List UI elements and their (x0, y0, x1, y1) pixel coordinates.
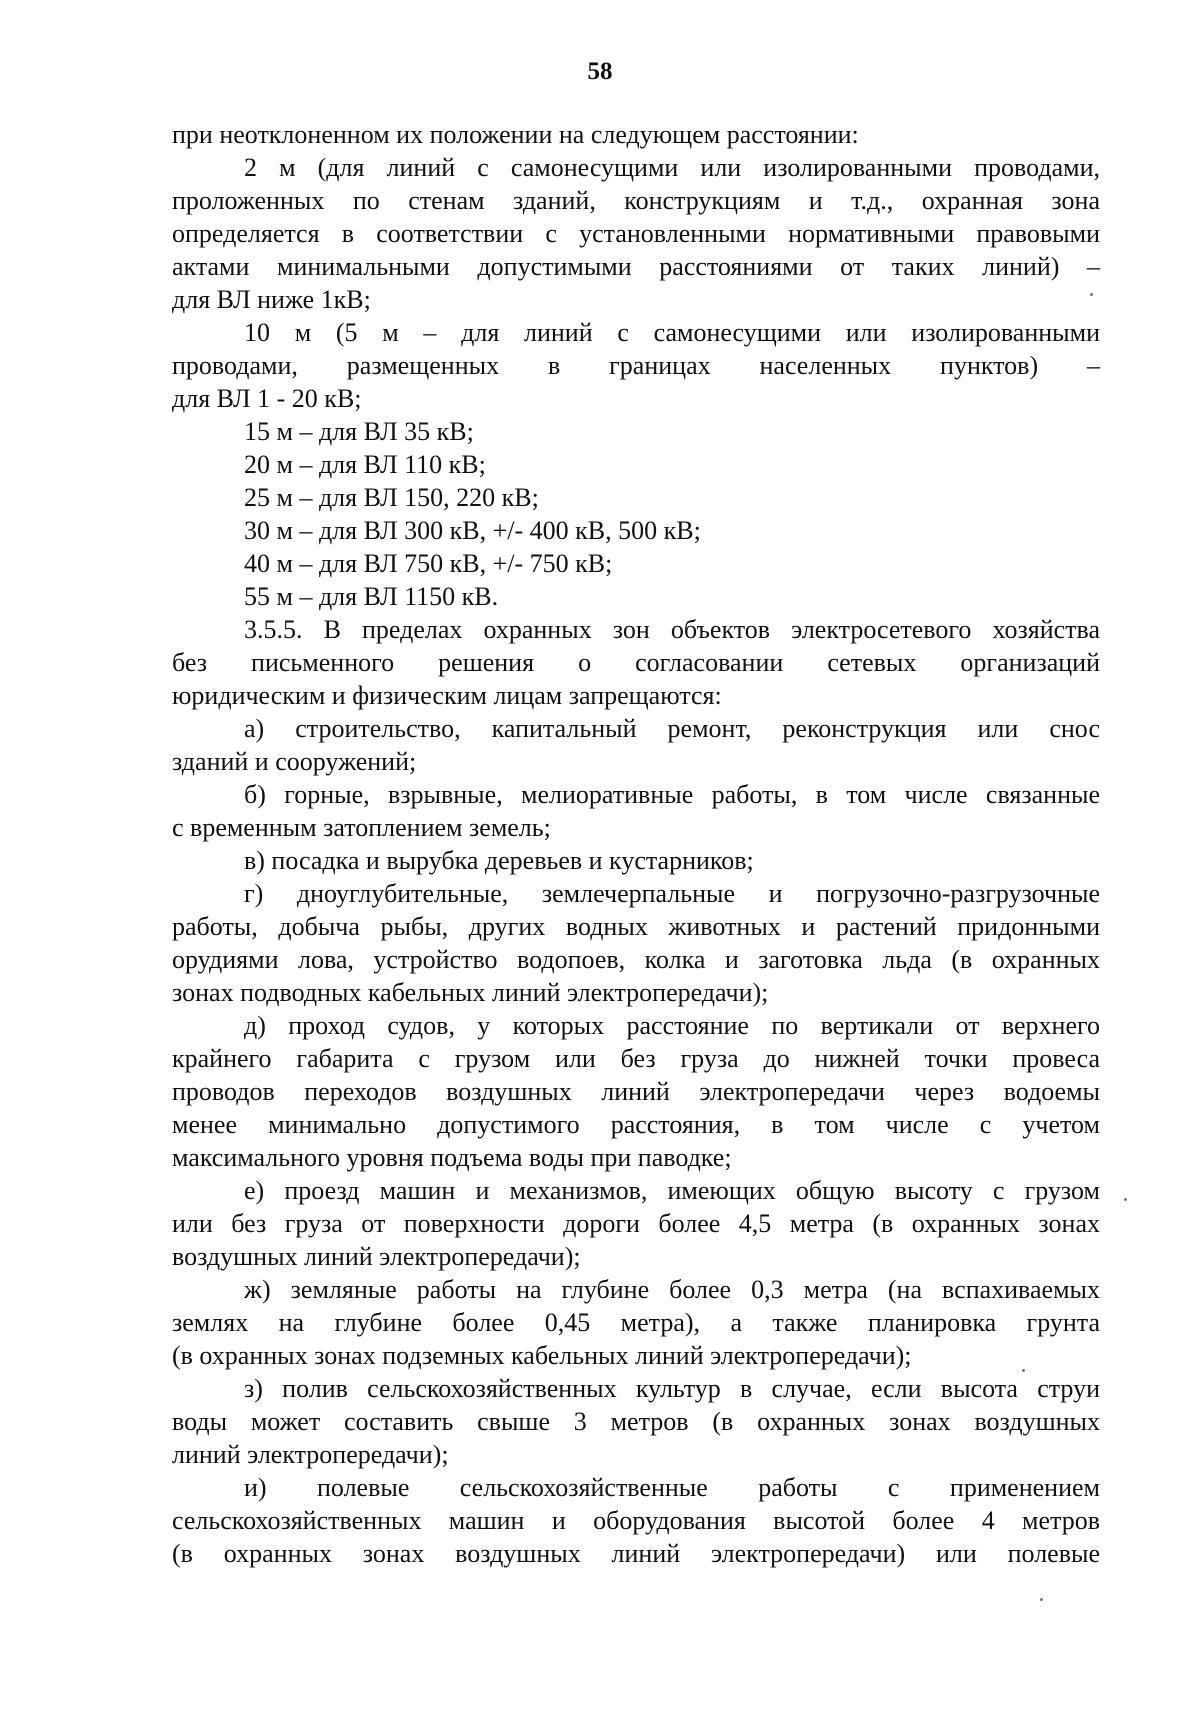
text-line: сельскохозяйственных машин и оборудования высотой более 4 метров (172, 1506, 1100, 1535)
text-line: е) проезд машин и механизмов, имеющих общую высоту с грузом (244, 1176, 1100, 1205)
text-line: для ВЛ ниже 1кВ; (172, 285, 371, 314)
text-line: актами минимальными допустимыми расстояниями от таких линий) – (172, 252, 1100, 281)
text-line: проложенных по стенам зданий, конструкциям и т.д., охранная зона (172, 186, 1100, 215)
text-line: г) дноуглубительные, землечерпальные и погрузочно-разгрузочные (244, 879, 1100, 908)
text-line: менее минимально допустимого расстояния, в том числе с учетом (172, 1110, 1100, 1139)
text-line: 15 м – для ВЛ 35 кВ; (244, 417, 474, 446)
page-number: 58 (587, 58, 613, 85)
scan-speck (1124, 1198, 1127, 1201)
document-body (172, 118, 1100, 1570)
text-line: 30 м – для ВЛ 300 кВ, +/- 400 кВ, 500 кВ; (244, 516, 701, 545)
text-line: крайнего габарита с грузом или без груза до нижней точки провеса (172, 1044, 1100, 1073)
text-line: а) строительство, капитальный ремонт, реконструкция или снос (244, 714, 1100, 743)
text-line: (в охранных зонах подземных кабельных линий электропередачи); (172, 1341, 912, 1370)
text-line: юридическим и физическим лицам запрещаются: (172, 681, 722, 710)
text-line: линий электропередачи); (172, 1440, 449, 1469)
text-line: 20 м – для ВЛ 110 кВ; (244, 450, 486, 479)
scan-speck (1040, 1598, 1043, 1601)
text-line: зонах подводных кабельных линий электропередачи); (172, 978, 769, 1007)
text-line: проводов переходов воздушных линий электропередачи через водоемы (172, 1077, 1100, 1106)
text-line: определяется в соответствии с установленными нормативными правовыми (172, 219, 1100, 248)
text-line: без письменного решения о согласовании сетевых организаций (172, 648, 1100, 677)
text-line: или без груза от поверхности дороги более 4,5 метра (в охранных зонах (172, 1209, 1100, 1238)
scan-speck (1090, 293, 1093, 296)
text-line: с временным затоплением земель; (172, 813, 551, 842)
text-line: работы, добыча рыбы, других водных животных и растений придонными (172, 912, 1100, 941)
text-line: з) полив сельскохозяйственных культур в случае, если высота струи (244, 1374, 1100, 1403)
scan-speck (1022, 1369, 1025, 1372)
text-line: максимального уровня подъема воды при паводке; (172, 1143, 732, 1172)
text-line: 55 м – для ВЛ 1150 кВ. (244, 582, 499, 611)
text-line: 10 м (5 м – для линий с самонесущими или изолированными (244, 318, 1100, 347)
text-line: для ВЛ 1 - 20 кВ; (172, 384, 362, 413)
text-line: при неотклоненном их положении на следующем расстоянии: (172, 120, 859, 149)
text-line: и) полевые сельскохозяйственные работы с применением (244, 1473, 1100, 1502)
text-line: воды может составить свыше 3 метров (в охранных зонах воздушных (172, 1407, 1100, 1436)
text-line: ж) земляные работы на глубине более 0,3 метра (на вспахиваемых (244, 1275, 1100, 1304)
text-line: 2 м (для линий с самонесущими или изолированными проводами, (244, 153, 1100, 182)
text-line: (в охранных зонах воздушных линий электропередачи) или полевые (172, 1539, 1100, 1568)
text-line: 3.5.5. В пределах охранных зон объектов электросетевого хозяйства (244, 615, 1100, 644)
text-line: д) проход судов, у которых расстояние по вертикали от верхнего (244, 1011, 1100, 1040)
text-line: зданий и сооружений; (172, 747, 417, 776)
text-line: б) горные, взрывные, мелиоративные работы, в том числе связанные (244, 780, 1100, 809)
text-line: землях на глубине более 0,45 метра), а также планировка грунта (172, 1308, 1100, 1337)
text-line: орудиями лова, устройство водопоев, колка и заготовка льда (в охранных (172, 945, 1100, 974)
text-line: воздушных линий электропередачи); (172, 1242, 581, 1271)
text-line: проводами, размещенных в границах населенных пунктов) – (172, 351, 1100, 380)
text-line: в) посадка и вырубка деревьев и кустарников; (244, 846, 754, 875)
text-line: 25 м – для ВЛ 150, 220 кВ; (244, 483, 539, 512)
text-line: 40 м – для ВЛ 750 кВ, +/- 750 кВ; (244, 549, 613, 578)
